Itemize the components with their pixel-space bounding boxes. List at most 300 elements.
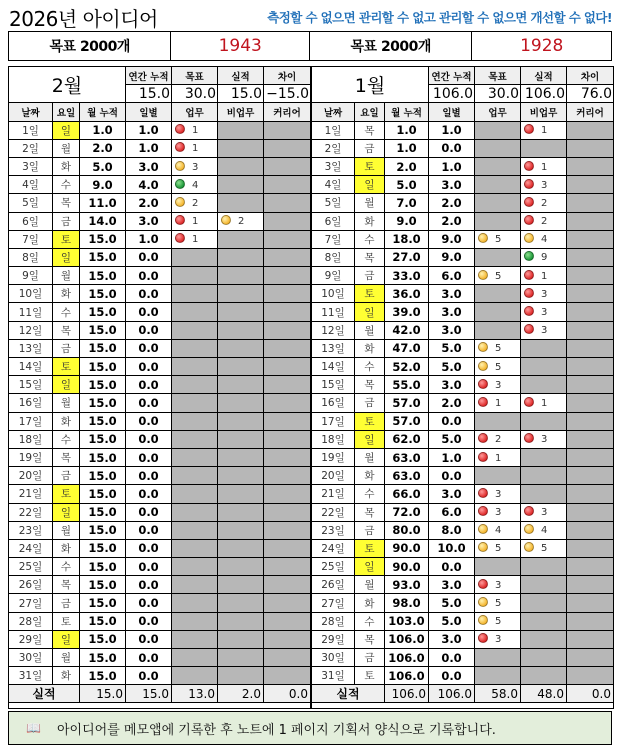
summary-target[interactable]: 30.0 bbox=[172, 85, 218, 103]
career-cell-empty[interactable] bbox=[264, 576, 311, 594]
weekday-cell: 월 bbox=[355, 321, 385, 339]
nonwork-cell-count: 3 bbox=[541, 507, 548, 519]
work-cell[interactable] bbox=[475, 612, 521, 630]
nonwork-cell[interactable] bbox=[521, 248, 567, 266]
work-cell-empty[interactable] bbox=[475, 139, 521, 157]
nonwork-cell[interactable] bbox=[521, 503, 567, 521]
career-cell-empty[interactable] bbox=[567, 303, 614, 321]
work-cell-empty[interactable] bbox=[172, 667, 218, 685]
nonwork-cell-empty[interactable] bbox=[218, 321, 264, 339]
career-cell-empty[interactable] bbox=[567, 430, 614, 448]
weekday-cell: 일 bbox=[53, 376, 80, 394]
work-cell-empty[interactable] bbox=[172, 285, 218, 303]
monthly-cumulative-cell: 62.0 bbox=[385, 430, 429, 448]
weekday-cell: 월 bbox=[53, 139, 80, 157]
daily-count-cell: 0.0 bbox=[126, 394, 172, 412]
career-cell-empty[interactable] bbox=[264, 358, 311, 376]
summary-actual[interactable]: 106.0 bbox=[521, 85, 567, 103]
date-cell: 24일 bbox=[312, 539, 355, 557]
weekday-cell: 목 bbox=[355, 121, 385, 139]
career-cell-empty[interactable] bbox=[567, 485, 614, 503]
career-cell-empty[interactable] bbox=[264, 248, 311, 266]
monthly-cumulative-cell: 63.0 bbox=[385, 467, 429, 485]
column-header: 월 누적 bbox=[385, 103, 429, 121]
work-cell-empty[interactable] bbox=[475, 121, 521, 139]
career-cell-empty[interactable] bbox=[264, 503, 311, 521]
career-cell-empty[interactable] bbox=[264, 194, 311, 212]
weekday-cell: 수 bbox=[355, 358, 385, 376]
date-cell: 27일 bbox=[9, 594, 53, 612]
table-row bbox=[9, 194, 311, 212]
monthly-cumulative-cell: 15.0 bbox=[80, 303, 126, 321]
nonwork-cell-empty[interactable] bbox=[521, 139, 567, 157]
note-text: 아이디어를 메모앱에 기록한 후 노트에 1 페이지 기획서 양식으로 기록합니다. bbox=[57, 722, 496, 738]
nonwork-cell-empty[interactable] bbox=[218, 285, 264, 303]
work-cell[interactable] bbox=[475, 376, 521, 394]
nonwork-cell[interactable] bbox=[521, 194, 567, 212]
monthly-cumulative-cell: 15.0 bbox=[80, 430, 126, 448]
work-cell-empty[interactable] bbox=[172, 521, 218, 539]
nonwork-cell[interactable] bbox=[521, 121, 567, 139]
work-cell-count: 5 bbox=[495, 234, 502, 246]
date-cell: 25일 bbox=[312, 558, 355, 576]
career-cell-empty[interactable] bbox=[567, 376, 614, 394]
nonwork-cell[interactable] bbox=[521, 430, 567, 448]
work-cell-empty[interactable] bbox=[172, 503, 218, 521]
nonwork-cell-empty[interactable] bbox=[218, 521, 264, 539]
work-cell-empty[interactable] bbox=[172, 358, 218, 376]
career-cell-empty[interactable] bbox=[567, 667, 614, 685]
monthly-cumulative-cell: 15.0 bbox=[80, 539, 126, 557]
career-cell-empty[interactable] bbox=[567, 121, 614, 139]
work-cell-count: 1 bbox=[192, 216, 199, 228]
career-cell-empty[interactable] bbox=[567, 176, 614, 194]
weekday-cell: 토 bbox=[53, 612, 80, 630]
nonwork-cell-empty[interactable] bbox=[218, 667, 264, 685]
work-cell-count: 3 bbox=[495, 507, 502, 519]
weekday-cell: 목 bbox=[355, 630, 385, 648]
work-cell-empty[interactable] bbox=[172, 485, 218, 503]
weekday-cell: 금 bbox=[53, 339, 80, 357]
work-cell-empty[interactable] bbox=[475, 285, 521, 303]
nonwork-cell-empty[interactable] bbox=[218, 139, 264, 157]
work-cell-count: 3 bbox=[192, 161, 199, 173]
career-cell-empty[interactable] bbox=[264, 303, 311, 321]
daily-count-cell: 0.0 bbox=[126, 430, 172, 448]
work-cell-empty[interactable] bbox=[475, 176, 521, 194]
daily-count-cell: 5.0 bbox=[429, 612, 475, 630]
career-cell-empty[interactable] bbox=[567, 267, 614, 285]
date-cell: 18일 bbox=[312, 430, 355, 448]
career-cell-empty[interactable] bbox=[567, 157, 614, 175]
daily-count-cell: 0.0 bbox=[126, 376, 172, 394]
career-cell-empty[interactable] bbox=[264, 667, 311, 685]
daily-count-cell: 1.0 bbox=[429, 448, 475, 466]
date-cell: 4일 bbox=[312, 176, 355, 194]
daily-count-cell: 3.0 bbox=[429, 485, 475, 503]
daily-count-cell: 0.0 bbox=[126, 448, 172, 466]
monthly-cumulative-cell: 106.0 bbox=[385, 630, 429, 648]
nonwork-cell[interactable] bbox=[521, 521, 567, 539]
slogan: 측정할 수 없으면 관리할 수 없고 관리할 수 없으면 개선할 수 없다! bbox=[267, 10, 612, 25]
career-cell-empty[interactable] bbox=[264, 521, 311, 539]
table-row bbox=[9, 303, 311, 321]
career-cell-empty[interactable] bbox=[264, 630, 311, 648]
career-cell-empty[interactable] bbox=[567, 412, 614, 430]
work-cell[interactable] bbox=[172, 139, 218, 157]
work-cell-empty[interactable] bbox=[172, 430, 218, 448]
nonwork-cell-empty[interactable] bbox=[521, 358, 567, 376]
total-nonwork: 2.0 bbox=[218, 685, 264, 703]
career-cell-empty[interactable] bbox=[567, 194, 614, 212]
work-cell[interactable] bbox=[475, 339, 521, 357]
work-cell-empty[interactable] bbox=[475, 321, 521, 339]
nonwork-cell-empty[interactable] bbox=[218, 630, 264, 648]
work-cell-empty[interactable] bbox=[475, 248, 521, 266]
work-cell-empty[interactable] bbox=[475, 303, 521, 321]
red-circle-icon bbox=[175, 215, 185, 225]
work-cell-empty[interactable] bbox=[172, 394, 218, 412]
nonwork-cell-count: 3 bbox=[541, 307, 548, 319]
summary-annual[interactable]: 15.0 bbox=[126, 85, 172, 103]
career-cell-empty[interactable] bbox=[264, 612, 311, 630]
table-row bbox=[9, 485, 311, 503]
monthly-cumulative-cell: 15.0 bbox=[80, 412, 126, 430]
monthly-cumulative-cell: 15.0 bbox=[80, 576, 126, 594]
work-cell-empty[interactable] bbox=[172, 248, 218, 266]
daily-count-cell: 0.0 bbox=[126, 467, 172, 485]
work-cell-empty[interactable] bbox=[172, 558, 218, 576]
career-cell-empty[interactable] bbox=[567, 576, 614, 594]
career-cell-empty[interactable] bbox=[567, 321, 614, 339]
work-cell[interactable] bbox=[172, 176, 218, 194]
career-cell-empty[interactable] bbox=[264, 339, 311, 357]
date-cell: 28일 bbox=[312, 612, 355, 630]
career-cell-empty[interactable] bbox=[567, 503, 614, 521]
monthly-cumulative-cell: 15.0 bbox=[80, 230, 126, 248]
work-cell-empty[interactable] bbox=[475, 558, 521, 576]
career-cell-empty[interactable] bbox=[264, 448, 311, 466]
career-cell-empty[interactable] bbox=[264, 321, 311, 339]
work-cell-empty[interactable] bbox=[172, 376, 218, 394]
career-cell-empty[interactable] bbox=[567, 394, 614, 412]
nonwork-cell-empty[interactable] bbox=[521, 612, 567, 630]
career-cell-empty[interactable] bbox=[567, 558, 614, 576]
work-cell-empty[interactable] bbox=[475, 194, 521, 212]
work-cell-empty[interactable] bbox=[172, 576, 218, 594]
nonwork-cell-empty[interactable] bbox=[218, 303, 264, 321]
summary-annual[interactable]: 106.0 bbox=[429, 85, 475, 103]
nonwork-cell-empty[interactable] bbox=[521, 412, 567, 430]
table-row bbox=[9, 358, 311, 376]
career-cell-empty[interactable] bbox=[264, 412, 311, 430]
weekday-cell: 수 bbox=[53, 303, 80, 321]
work-cell[interactable] bbox=[172, 212, 218, 230]
work-cell[interactable] bbox=[172, 121, 218, 139]
nonwork-cell-empty[interactable] bbox=[218, 358, 264, 376]
date-cell: 23일 bbox=[9, 521, 53, 539]
nonwork-cell-count: 2 bbox=[541, 216, 548, 228]
nonwork-cell-empty[interactable] bbox=[218, 539, 264, 557]
date-cell: 13일 bbox=[9, 339, 53, 357]
daily-count-cell: 0.0 bbox=[126, 521, 172, 539]
career-cell-empty[interactable] bbox=[567, 285, 614, 303]
nonwork-cell-empty[interactable] bbox=[218, 503, 264, 521]
column-header: 일별 bbox=[126, 103, 172, 121]
career-cell-empty[interactable] bbox=[567, 448, 614, 466]
career-cell-empty[interactable] bbox=[264, 176, 311, 194]
table-row bbox=[9, 594, 311, 612]
work-cell[interactable] bbox=[475, 394, 521, 412]
nonwork-cell-empty[interactable] bbox=[218, 558, 264, 576]
monthly-cumulative-cell: 52.0 bbox=[385, 358, 429, 376]
table-row bbox=[9, 339, 311, 357]
career-cell-empty[interactable] bbox=[264, 139, 311, 157]
career-cell-empty[interactable] bbox=[567, 230, 614, 248]
career-cell-empty[interactable] bbox=[264, 376, 311, 394]
nonwork-cell-empty[interactable] bbox=[218, 612, 264, 630]
date-cell: 11일 bbox=[9, 303, 53, 321]
daily-count-cell: 3.0 bbox=[429, 176, 475, 194]
work-cell-empty[interactable] bbox=[172, 303, 218, 321]
total-cum: 15.0 bbox=[80, 685, 126, 703]
table-row bbox=[312, 430, 614, 448]
weekday-cell: 화 bbox=[53, 285, 80, 303]
yellow-circle-icon bbox=[175, 197, 185, 207]
work-cell[interactable] bbox=[172, 194, 218, 212]
weekday-cell: 월 bbox=[53, 394, 80, 412]
work-cell-empty[interactable] bbox=[172, 321, 218, 339]
nonwork-cell-empty[interactable] bbox=[521, 376, 567, 394]
monthly-cumulative-cell: 9.0 bbox=[385, 212, 429, 230]
nonwork-cell[interactable] bbox=[521, 303, 567, 321]
table-row bbox=[312, 485, 614, 503]
work-cell[interactable] bbox=[475, 503, 521, 521]
nonwork-cell-empty[interactable] bbox=[521, 649, 567, 667]
nonwork-cell[interactable] bbox=[521, 285, 567, 303]
table-row bbox=[312, 558, 614, 576]
work-cell[interactable] bbox=[475, 267, 521, 285]
goal-value-right[interactable]: 1928 bbox=[520, 36, 564, 56]
work-cell-empty[interactable] bbox=[475, 157, 521, 175]
career-cell-empty[interactable] bbox=[264, 467, 311, 485]
work-cell[interactable] bbox=[475, 358, 521, 376]
nonwork-cell[interactable] bbox=[521, 212, 567, 230]
career-cell-empty[interactable] bbox=[567, 649, 614, 667]
summary-header: 실적 bbox=[218, 67, 264, 85]
career-cell-empty[interactable] bbox=[567, 630, 614, 648]
nonwork-cell-empty[interactable] bbox=[218, 376, 264, 394]
work-cell[interactable] bbox=[475, 630, 521, 648]
nonwork-cell[interactable] bbox=[521, 539, 567, 557]
column-header: 업무 bbox=[172, 103, 218, 121]
nonwork-cell-empty[interactable] bbox=[521, 558, 567, 576]
nonwork-cell-empty[interactable] bbox=[521, 339, 567, 357]
work-cell-count: 5 bbox=[495, 598, 502, 610]
table-row bbox=[312, 576, 614, 594]
nonwork-cell-empty[interactable] bbox=[218, 339, 264, 357]
work-cell-empty[interactable] bbox=[172, 448, 218, 466]
work-cell-count: 1 bbox=[495, 397, 502, 409]
nonwork-cell[interactable] bbox=[521, 157, 567, 175]
work-cell[interactable] bbox=[475, 430, 521, 448]
nonwork-cell[interactable] bbox=[521, 394, 567, 412]
daily-count-cell: 0.0 bbox=[126, 576, 172, 594]
date-cell: 25일 bbox=[9, 558, 53, 576]
nonwork-cell[interactable] bbox=[521, 267, 567, 285]
nonwork-cell-empty[interactable] bbox=[521, 448, 567, 466]
career-cell-empty[interactable] bbox=[567, 248, 614, 266]
work-cell-count: 3 bbox=[495, 488, 502, 500]
career-cell-empty[interactable] bbox=[567, 358, 614, 376]
career-cell-empty[interactable] bbox=[567, 339, 614, 357]
nonwork-cell-empty[interactable] bbox=[218, 467, 264, 485]
nonwork-cell[interactable] bbox=[521, 230, 567, 248]
summary-actual[interactable]: 15.0 bbox=[218, 85, 264, 103]
career-cell-empty[interactable] bbox=[567, 467, 614, 485]
nonwork-cell-empty[interactable] bbox=[218, 121, 264, 139]
table-row bbox=[312, 339, 614, 357]
career-cell-empty[interactable] bbox=[264, 285, 311, 303]
nonwork-cell-empty[interactable] bbox=[521, 667, 567, 685]
daily-count-cell: 8.0 bbox=[429, 521, 475, 539]
nonwork-cell-count: 3 bbox=[541, 434, 548, 446]
nonwork-cell-empty[interactable] bbox=[521, 594, 567, 612]
nonwork-cell-empty[interactable] bbox=[218, 230, 264, 248]
work-cell-empty[interactable] bbox=[172, 267, 218, 285]
monthly-cumulative-cell: 18.0 bbox=[385, 230, 429, 248]
work-cell-empty[interactable] bbox=[475, 212, 521, 230]
weekday-cell: 월 bbox=[355, 194, 385, 212]
red-circle-icon bbox=[478, 506, 488, 516]
work-cell-count: 1 bbox=[192, 234, 199, 246]
nonwork-cell-empty[interactable] bbox=[218, 594, 264, 612]
work-cell[interactable] bbox=[475, 576, 521, 594]
work-cell[interactable] bbox=[172, 230, 218, 248]
career-cell-empty[interactable] bbox=[264, 267, 311, 285]
nonwork-cell-empty[interactable] bbox=[218, 576, 264, 594]
work-cell-empty[interactable] bbox=[172, 594, 218, 612]
nonwork-cell-empty[interactable] bbox=[218, 649, 264, 667]
nonwork-cell[interactable] bbox=[218, 212, 264, 230]
nonwork-cell-empty[interactable] bbox=[521, 467, 567, 485]
nonwork-cell-empty[interactable] bbox=[218, 448, 264, 466]
work-cell[interactable] bbox=[475, 521, 521, 539]
nonwork-cell-empty[interactable] bbox=[521, 576, 567, 594]
weekday-cell: 토 bbox=[53, 485, 80, 503]
work-cell[interactable] bbox=[475, 594, 521, 612]
table-row bbox=[312, 503, 614, 521]
career-cell-empty[interactable] bbox=[264, 121, 311, 139]
nonwork-cell-empty[interactable] bbox=[218, 194, 264, 212]
spacer-row bbox=[9, 703, 311, 709]
monthly-cumulative-cell: 15.0 bbox=[80, 267, 126, 285]
career-cell-empty[interactable] bbox=[567, 139, 614, 157]
career-cell-empty[interactable] bbox=[264, 212, 311, 230]
summary-diff[interactable]: 76.0 bbox=[567, 85, 614, 103]
goal-value-left[interactable]: 1943 bbox=[171, 32, 310, 60]
career-cell-empty[interactable] bbox=[567, 539, 614, 557]
work-cell-empty[interactable] bbox=[475, 667, 521, 685]
weekday-cell: 수 bbox=[53, 430, 80, 448]
nonwork-cell-empty[interactable] bbox=[218, 176, 264, 194]
nonwork-cell-empty[interactable] bbox=[218, 157, 264, 175]
nonwork-cell-empty[interactable] bbox=[218, 248, 264, 266]
nonwork-cell-empty[interactable] bbox=[521, 630, 567, 648]
nonwork-cell-empty[interactable] bbox=[218, 267, 264, 285]
career-cell-empty[interactable] bbox=[264, 649, 311, 667]
nonwork-cell-empty[interactable] bbox=[521, 485, 567, 503]
work-cell-count: 1 bbox=[192, 143, 199, 155]
nonwork-cell[interactable] bbox=[521, 176, 567, 194]
weekday-cell: 수 bbox=[355, 612, 385, 630]
work-cell-empty[interactable] bbox=[172, 630, 218, 648]
work-cell-empty[interactable] bbox=[475, 412, 521, 430]
work-cell-empty[interactable] bbox=[172, 649, 218, 667]
work-cell[interactable] bbox=[475, 230, 521, 248]
career-cell-empty[interactable] bbox=[567, 612, 614, 630]
weekday-cell: 수 bbox=[53, 558, 80, 576]
monthly-cumulative-cell: 36.0 bbox=[385, 285, 429, 303]
work-cell-empty[interactable] bbox=[172, 339, 218, 357]
date-cell: 12일 bbox=[9, 321, 53, 339]
career-cell-empty[interactable] bbox=[264, 157, 311, 175]
daily-count-cell: 0.0 bbox=[126, 358, 172, 376]
work-cell[interactable] bbox=[475, 485, 521, 503]
career-cell-empty[interactable] bbox=[264, 594, 311, 612]
work-cell-empty[interactable] bbox=[475, 467, 521, 485]
career-cell-empty[interactable] bbox=[567, 594, 614, 612]
nonwork-cell-empty[interactable] bbox=[218, 485, 264, 503]
monthly-cumulative-cell: 33.0 bbox=[385, 267, 429, 285]
work-cell-count: 2 bbox=[495, 434, 502, 446]
weekday-cell: 금 bbox=[355, 394, 385, 412]
work-cell-empty[interactable] bbox=[172, 539, 218, 557]
weekday-cell: 일 bbox=[355, 176, 385, 194]
month-title: 2월 bbox=[9, 67, 126, 103]
nonwork-cell-empty[interactable] bbox=[218, 430, 264, 448]
career-cell-empty[interactable] bbox=[567, 212, 614, 230]
work-cell-empty[interactable] bbox=[172, 412, 218, 430]
date-cell: 26일 bbox=[9, 576, 53, 594]
nonwork-cell-empty[interactable] bbox=[218, 394, 264, 412]
career-cell-empty[interactable] bbox=[567, 521, 614, 539]
nonwork-cell[interactable] bbox=[521, 321, 567, 339]
yellow-circle-icon bbox=[524, 233, 534, 243]
weekday-cell: 일 bbox=[355, 303, 385, 321]
career-cell-empty[interactable] bbox=[264, 558, 311, 576]
monthly-cumulative-cell: 15.0 bbox=[80, 594, 126, 612]
total-career: 0.0 bbox=[567, 685, 614, 703]
career-cell-empty[interactable] bbox=[264, 230, 311, 248]
summary-target[interactable]: 30.0 bbox=[475, 85, 521, 103]
work-cell-empty[interactable] bbox=[172, 612, 218, 630]
work-cell[interactable] bbox=[475, 448, 521, 466]
work-cell[interactable] bbox=[475, 539, 521, 557]
career-cell-empty[interactable] bbox=[264, 430, 311, 448]
career-cell-empty[interactable] bbox=[264, 485, 311, 503]
work-cell-empty[interactable] bbox=[172, 467, 218, 485]
green-circle-icon bbox=[175, 179, 185, 189]
career-cell-empty[interactable] bbox=[264, 539, 311, 557]
table-row bbox=[312, 358, 614, 376]
summary-diff[interactable]: −15.0 bbox=[264, 85, 311, 103]
monthly-cumulative-cell: 39.0 bbox=[385, 303, 429, 321]
career-cell-empty[interactable] bbox=[264, 394, 311, 412]
nonwork-cell-empty[interactable] bbox=[218, 412, 264, 430]
work-cell[interactable] bbox=[172, 157, 218, 175]
work-cell-empty[interactable] bbox=[475, 649, 521, 667]
